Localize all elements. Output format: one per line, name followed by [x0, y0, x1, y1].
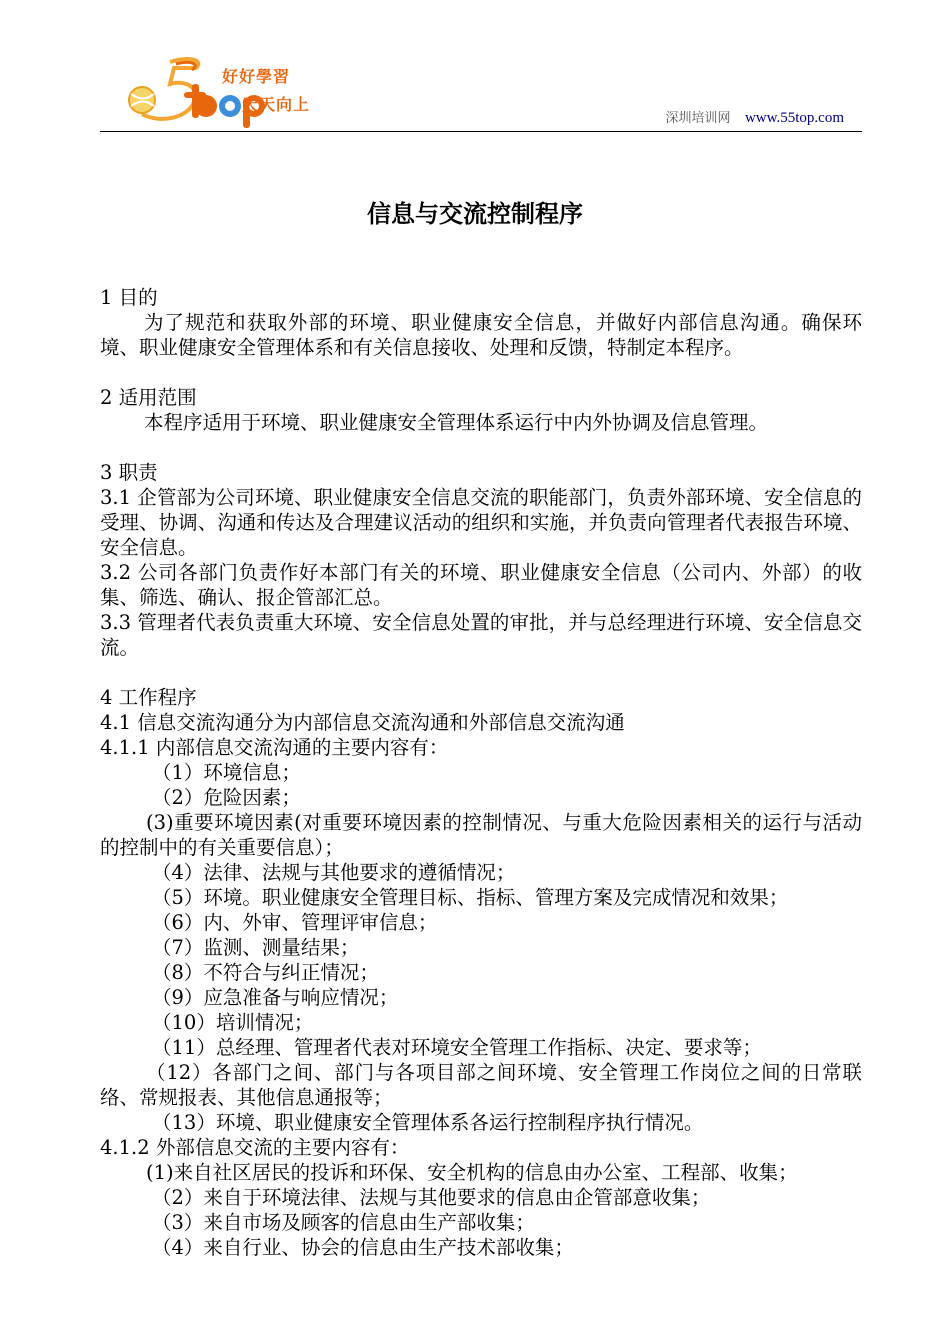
internal-item-3: (3)重要环境因素(对重要环境因素的控制情况、与重大危险因素相关的运行与活动的控制中的有关重要信息）； [100, 811, 862, 859]
external-item-2: （2）来自于环境法律、法规与其他要求的信息由企管部意收集； [152, 1186, 711, 1209]
external-item-1: (1)来自社区居民的投诉和环保、安全机构的信息由办公室、工程部、收集； [146, 1161, 798, 1184]
internal-item-11: （11）总经理、管理者代表对环境安全管理工作指标、决定、要求等； [152, 1036, 762, 1059]
internal-item-1: （1）环境信息； [152, 761, 301, 784]
section-3-1: 3.1 企管部为公司环境、职业健康安全信息交流的职能部门，负责外部环境、安全信息的受理、协调、沟通和传达及合理建议活动的组织和实施，并负责向管理者代表报告环境、安全信息。 [100, 486, 862, 559]
internal-item-13: （13）环境、职业健康安全管理体系各运行控制程序执行情况。 [152, 1111, 704, 1134]
internal-item-7: （7）监测、测量结果； [152, 936, 360, 959]
section-1-heading: 1 目的 [100, 286, 158, 309]
section-4-heading: 4 工作程序 [100, 686, 197, 709]
external-item-4: （4）来自行业、协会的信息由生产技术部收集； [152, 1236, 574, 1259]
logo-slogan-1: 好好學習 [222, 67, 291, 86]
section-3-2: 3.2 公司各部门负责作好本部门有关的环境、职业健康安全信息（公司内、外部）的收集、筛选、确认、报企管部汇总。 [100, 561, 862, 609]
external-item-3: （3）来自市场及顾客的信息由生产部收集； [152, 1211, 535, 1234]
logo-slogan-2: 天天向上 [242, 95, 311, 114]
internal-item-9: （9）应急准备与响应情况； [152, 986, 399, 1009]
section-4-1-2: 4.1.2 外部信息交流的主要内容有： [100, 1136, 410, 1159]
header-divider [100, 131, 862, 132]
site-logo[interactable] [112, 54, 352, 132]
internal-item-5: （5）环境。职业健康安全管理目标、指标、管理方案及完成情况和效果； [152, 886, 789, 909]
document-body [100, 285, 862, 1260]
page-header [100, 50, 862, 132]
internal-item-4: （4）法律、法规与其他要求的遵循情况； [152, 861, 516, 884]
section-3-heading: 3 职责 [100, 461, 158, 484]
section-1-paragraph: 为了规范和获取外部的环境、职业健康安全信息，并做好内部信息沟通。确保环境、职业健康安全管理体系和有关信息接收、处理和反馈，特制定本程序。 [100, 311, 862, 359]
document-title: 信息与交流控制程序 [367, 200, 583, 228]
section-2-paragraph: 本程序适用于环境、职业健康安全管理体系运行中内外协调及信息管理。 [144, 411, 769, 434]
internal-item-12: （12）各部门之间、部门与各项目部之间环境、安全管理工作岗位之间的日常联络、常规报表、其他信息通报等； [100, 1061, 862, 1109]
section-4-1-1: 4.1.1 内部信息交流沟通的主要内容有： [100, 736, 449, 759]
section-4-1: 4.1 信息交流沟通分为内部信息交流沟通和外部信息交流沟通 [100, 711, 625, 734]
section-2-heading: 2 适用范围 [100, 386, 197, 409]
internal-item-8: （8）不符合与纠正情况； [152, 961, 379, 984]
site-url-link[interactable]: www.55top.com [744, 110, 844, 126]
internal-item-10: （10）培训情况； [152, 1011, 314, 1034]
internal-item-6: （6）内、外审、管理评审信息； [152, 911, 438, 934]
header-site-info [666, 107, 845, 127]
internal-item-2: （2）危险因素； [152, 786, 301, 809]
site-label: 深圳培训网 [665, 111, 731, 126]
section-3-3: 3.3 管理者代表负责重大环境、安全信息处置的审批，并与总经理进行环境、安全信息交流。 [100, 611, 862, 659]
